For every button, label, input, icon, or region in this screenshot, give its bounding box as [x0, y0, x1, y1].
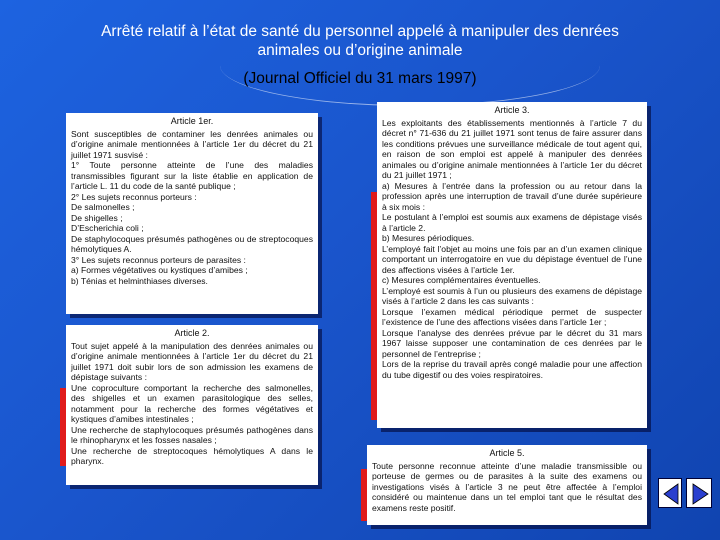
page-title-text: Arrêté relatif à l’état de santé du personnel appelé à manipuler des denrées animales ou d’origine animale: [101, 23, 619, 59]
article-3-panel: [377, 102, 647, 428]
page-title: [40, 22, 680, 60]
article-3-body: Les exploitants des établissements mentionnés à l’article 7 du décret n° 71-636 du 21 juillet 1971 sont tenus de faire assurer dans les conditions prévues une surveillance médicale de tout agent qui, en raison de son emploi est appelé à manipuler des denrées animales ou d’origine animale mentionnées à l’article 1er du décret du 21 juillet 1971 ; a) Mesures à l’entrée dans la profession ou au retour dans la profession après une interruption de travail d’une durée supérieure à six mois : Le postulant à l’emploi est soumis aux examens de dépistage visés à l’article 2. b) Mesures périodiques. L’employé fait l’objet au moins une fois par an d’un examen clinique comportant un interrogatoire en vue du dépistage éventuel de l’une des affections visées à l’article 1er. c) Mesures complémentaires éventuelles. L’employé est soumis à l’un ou plusieurs des examens de dépistage visés à l’article 2 dans les cas suivants : Lorsque l’examen médical périodique permet de suspecter l’existence de l’une des affections visées dans l’article 1er ; Lorsque l’analyse des denrées prévue par le décret du 31 mars 1967 laisse supposer une contamination de ces denrées par le personnel de l’entreprise ; Lors de la reprise du travail après congé maladie pour une affection du tube digestif ou des voies respiratoires.: [382, 117, 642, 380]
article-1-panel: [66, 113, 318, 314]
article-2-body: Tout sujet appelé à la manipulation des denrées animales ou d’origine animale mentionnées à l’article 1er du décret du 21 juillet 1971 doit subir lors de son admission les examens de dépistage suivants : Une coproculture comportant la recherche des salmonelles, des shigelles et un examen parasitologique des selles, notamment pour la recherche des formes végétatives et kystiques d’amibes intestinales ; Une recherche de staphylocoques présumés pathogènes dans le rhinopharynx et les fosses nasales ; Une recherche de streptocoques hémolytiques A dans le pharynx.: [71, 340, 313, 466]
page-subtitle: (Journal Officiel du 31 mars 1997): [243, 70, 477, 87]
article-2-panel: [66, 325, 318, 485]
article-5-panel: [367, 445, 647, 525]
article-2-heading: Article 2.: [174, 328, 210, 338]
previous-slide-button[interactable]: [658, 478, 682, 508]
article-1-body: Sont susceptibles de contaminer les denrées animales ou d’origine animale mentionnées à l’article 1er du décret du 21 juillet 1971 susvisé : 1° Toute personne atteinte de l’une des maladies transmissibles figurant sur la liste établie en application de l’article L. 11 du code de la santé publique ; 2° Les sujets reconnus porteurs : De salmonelles ; De shigelles ; D’Escherichia coli ; De staphylocoques présumés pathogènes ou de streptocoques hémolytiques A. 3° Les sujets reconnus porteurs de parasites : a) Formes végétatives ou kystiques d’amibes ; b) Ténias et helminthiases diverses.: [71, 128, 313, 286]
article-5-heading: Article 5.: [489, 448, 525, 458]
article-5-body: Toute personne reconnue atteinte d’une maladie transmissible ou porteuse de germes ou de parasites à la suite des examens ou investigations visés à l’article 3 ne peut être affectée à l’emploi considéré ou maintenue dans un tel emploi tant que le résultat des examens reste positif.: [372, 460, 642, 513]
article-1-heading: Article 1er.: [170, 116, 214, 126]
forward-arrow-icon: [687, 479, 713, 509]
article-3-red-bar: [371, 192, 377, 420]
next-slide-button[interactable]: [686, 478, 712, 508]
article-3-heading: Article 3.: [494, 105, 530, 115]
article-2-red-bar: [60, 388, 66, 466]
back-arrow-icon: [659, 479, 683, 509]
article-5-red-bar: [361, 469, 367, 521]
